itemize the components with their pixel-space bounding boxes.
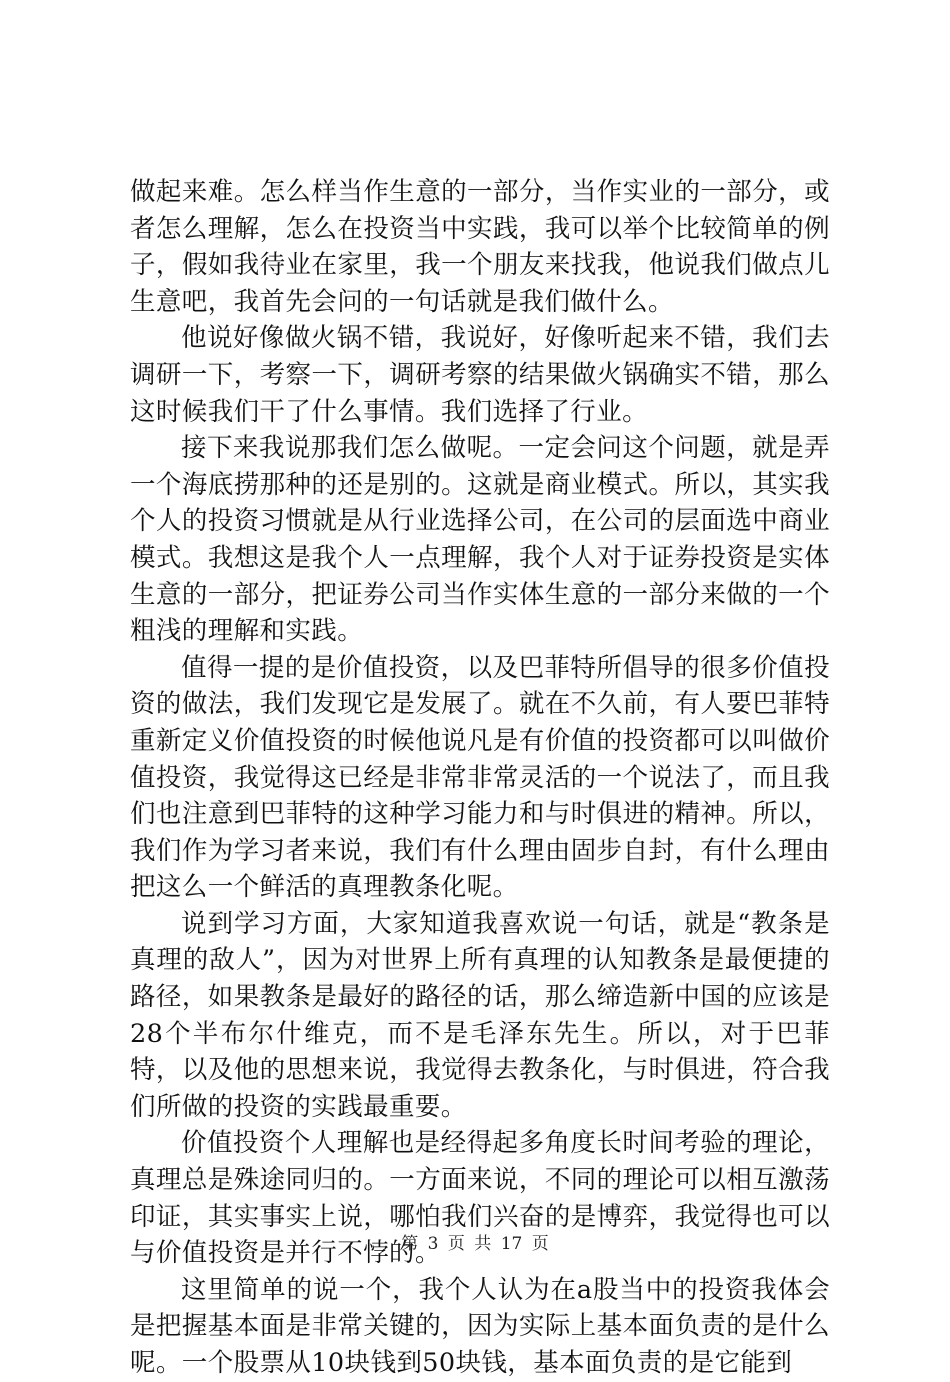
body-text	[130, 174, 830, 1382]
page-number-label: 第 3 页 共 17 页	[401, 1234, 549, 1254]
paragraph-4: 值得一提的是价值投资，以及巴菲特所倡导的很多价值投资的做法，我们发现它是发展了。就在不久前，有人要巴菲特重新定义价值投资的时候他说凡是有价值的投资都可以叫做价值投资，我觉得这已经是非常非常灵活的一个说法了，而且我们也注意到巴菲特的这种学习能力和与时俱进的精神。所以，我们作为学习者来说，我们有什么理由固步自封，有什么理由把这么一个鲜活的真理教条化呢。	[130, 652, 830, 903]
paragraph-5: 说到学习方面，大家知道我喜欢说一句话，就是“教条是真理的敌人”，因为对世界上所有真理的认知教条是最便捷的路径，如果教条是最好的路径的话，那么缔造新中国的应该是28个半布尔什维克，而不是毛泽东先生。所以，对于巴菲特，以及他的思想来说，我觉得去教条化，与时俱进，符合我们所做的投资的实践最重要。	[130, 908, 830, 1122]
page-footer	[0, 1233, 950, 1255]
paragraph-2: 他说好像做火锅不错，我说好，好像听起来不错，我们去调研一下，考察一下，调研考察的结果做火锅确实不错，那么这时候我们干了什么事情。我们选择了行业。	[130, 323, 830, 427]
paragraph-1: 做起来难。怎么样当作生意的一部分，当作实业的一部分，或者怎么理解，怎么在投资当中实践，我可以举个比较简单的例子，假如我待业在家里，我一个朋友来找我，他说我们做点儿生意吧，我首先会问的一句话就是我们做什么。	[130, 177, 830, 317]
paragraph-6: 价值投资个人理解也是经得起多角度长时间考验的理论，真理总是殊途同归的。一方面来说，不同的理论可以相互激荡印证，其实事实上说，哪怕我们兴奋的是博弈，我觉得也可以与价值投资是并行不悖的。	[130, 1128, 830, 1269]
paragraph-7: 这里简单的说一个，我个人认为在a股当中的投资我体会是把握基本面是非常关键的，因为实际上基本面负责的是什么呢。一个股票从10块钱到50块钱，基本面负责的是它能到	[130, 1274, 830, 1378]
paragraph-3: 接下来我说那我们怎么做呢。一定会问这个问题，就是弄一个海底捞那种的还是别的。这就是商业模式。所以，其实我个人的投资习惯就是从行业选择公司，在公司的层面选中商业模式。我想这是我个人一点理解，我个人对于证券投资是实体生意的一部分，把证券公司当作实体生意的一部分来做的一个粗浅的理解和实践。	[130, 433, 830, 647]
